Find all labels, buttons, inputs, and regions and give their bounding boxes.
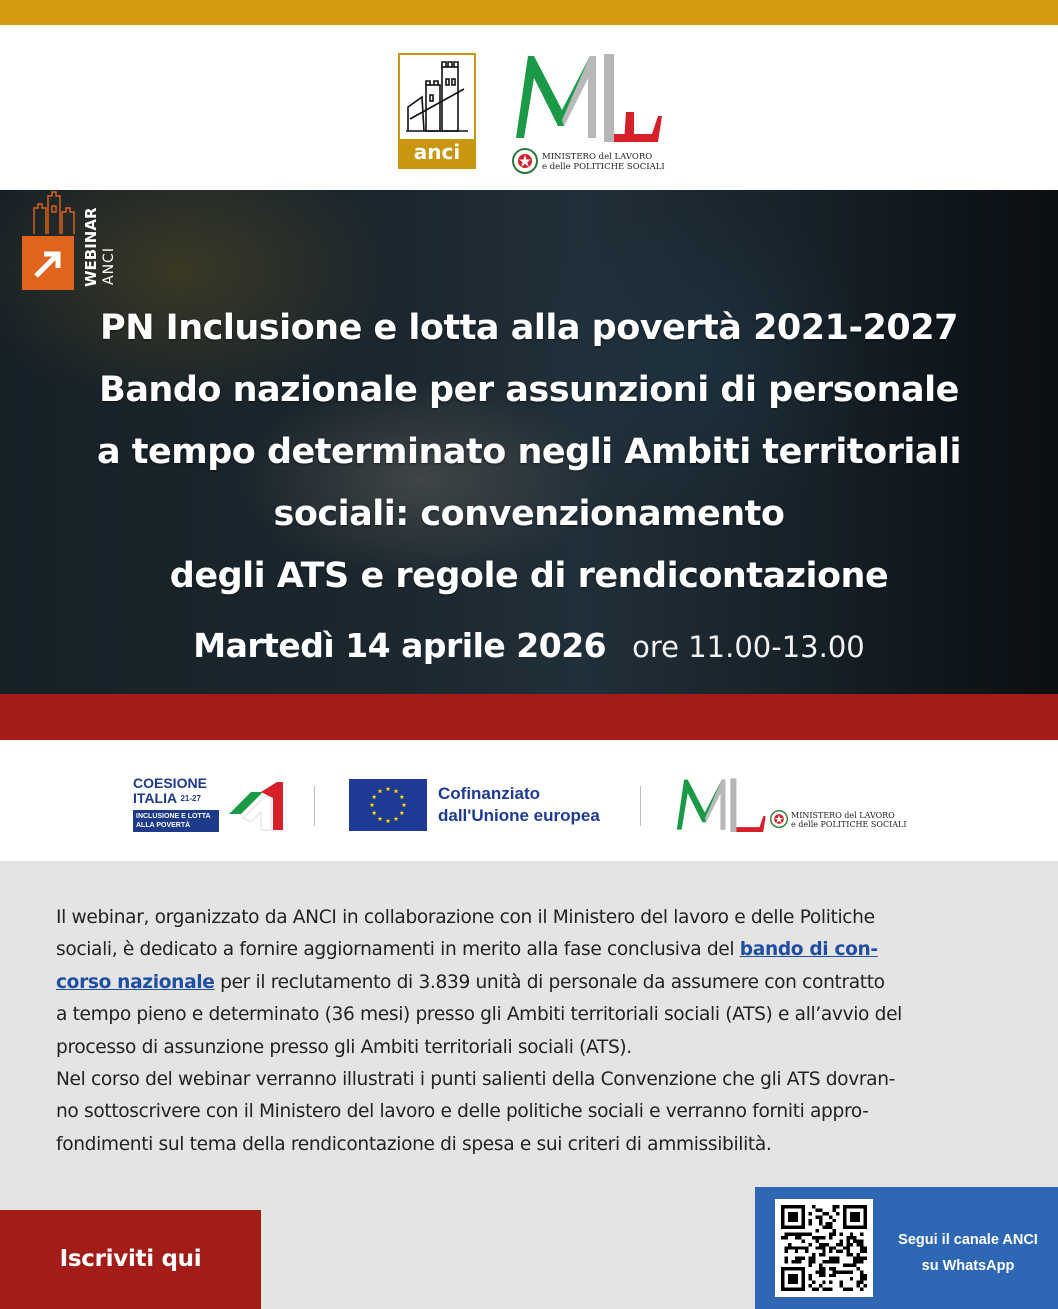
- description-line: fondimenti sul tema della rendicontazione di spesa e sui criteri di ammissibilità.: [56, 1133, 772, 1155]
- coesione-tag-line-1: INCLUSIONE E LOTTA: [136, 813, 211, 820]
- whatsapp-qr-code[interactable]: [775, 1199, 873, 1297]
- whatsapp-line-1: Segui il canale ANCI: [898, 1232, 1038, 1248]
- ministry-line-1: MINISTERO del LAVORO: [791, 811, 895, 820]
- event-datetime: [0, 626, 1058, 665]
- anci-towers-icon: [404, 59, 470, 139]
- description-line: no sottoscrivere con il Ministero del lavoro e delle politiche sociali e verranno forniti appro-: [56, 1101, 869, 1123]
- ministry-line-2: e delle POLITICHE SOCIALI: [542, 162, 665, 172]
- description-line: a tempo pieno e determinato (36 mesi) presso gli Ambiti territoriali sociali (ATS) e all’avvio del: [56, 1004, 902, 1026]
- coesione-title-line-2: ITALIA: [133, 790, 177, 806]
- description-line: Il webinar, organizzato da ANCI in collaborazione con il Ministero del lavoro e delle Politiche: [56, 907, 875, 928]
- title-line: a tempo determinato negli Ambiti territoriali: [96, 432, 962, 472]
- webinar-description: [56, 902, 1016, 1161]
- description-text: per il reclutamento di 3.839 unità di personale da assumere con contratto: [214, 971, 885, 993]
- eu-flag-icon: [349, 779, 427, 831]
- eu-cofinanced-text: [438, 783, 600, 827]
- webinar-anci-badge: [22, 190, 117, 290]
- description-line: [56, 967, 1016, 999]
- webinar-vertical-labels: [78, 190, 122, 290]
- event-date: Martedì 14 aprile 2026: [193, 626, 607, 665]
- bando-link[interactable]: bando di con-: [739, 939, 878, 961]
- whatsapp-line-2: su WhatsApp: [921, 1258, 1015, 1274]
- ministry-line-2: e delle POLITICHE SOCIALI: [791, 820, 907, 829]
- whatsapp-channel-text[interactable]: [883, 1227, 1053, 1279]
- title-line: degli ATS e regole di rendicontazione: [169, 556, 889, 596]
- ministry-name-small: [791, 811, 907, 829]
- qr-code-icon: [781, 1205, 867, 1291]
- whatsapp-channel-box[interactable]: [755, 1187, 1058, 1309]
- eu-line-2: dall'Unione europea: [438, 806, 600, 825]
- anci-logo: [398, 53, 476, 169]
- description-line: Nel corso del webinar verranno illustrati i punti salienti della Convenzione che gli ATS dovran-: [56, 1069, 895, 1091]
- ml-monogram-icon: [512, 50, 662, 142]
- red-divider-band: [0, 694, 1058, 740]
- webinar-castle-arrow-icon: [22, 190, 78, 290]
- italian-republic-emblem-icon: [512, 148, 538, 174]
- title-line: Bando nazionale per assunzioni di personale: [99, 370, 959, 410]
- title-line: sociali: convenzionamento: [273, 494, 785, 534]
- coesione-tag-line-2: ALLA POVERTÀ: [136, 822, 191, 829]
- coesione-program-tag: [133, 810, 219, 832]
- coesione-title-line-1: COESIONE: [133, 775, 207, 791]
- ministry-logo: [512, 50, 672, 180]
- anci-label: ANCI: [101, 247, 117, 285]
- ministry-name: [542, 152, 665, 172]
- eu-line-1: Cofinanziato: [438, 784, 540, 803]
- event-time: ore 11.00-13.00: [632, 630, 865, 664]
- anci-logo-text: anci: [400, 139, 474, 167]
- coesione-years: 21-27: [180, 794, 201, 803]
- description-text: sociali, è dedicato a fornire aggiornamenti in merito alla fase conclusiva del: [56, 939, 740, 961]
- ministry-line-1: MINISTERO del LAVORO: [542, 152, 653, 162]
- webinar-title: [20, 297, 1038, 607]
- partner-divider: [640, 786, 641, 826]
- title-line: PN Inclusione e lotta alla povertà 2021-2027: [100, 308, 958, 348]
- description-line: [56, 934, 1016, 966]
- partner-divider: [314, 786, 315, 826]
- description-line: processo di assunzione presso gli Ambiti territoriali sociali (ATS).: [56, 1036, 632, 1058]
- coesione-italia-logo: [133, 776, 285, 836]
- ml-monogram-icon: [674, 776, 766, 832]
- register-button[interactable]: Iscriviti qui: [0, 1210, 261, 1309]
- webinar-label: WEBINAR: [82, 207, 100, 287]
- top-accent-bar: [0, 0, 1058, 25]
- ministry-logo-small: [674, 776, 924, 836]
- bando-link-continued[interactable]: corso nazionale: [56, 971, 215, 993]
- italian-republic-emblem-icon: [770, 810, 788, 828]
- coesione-title: [133, 776, 207, 806]
- coesione-tricolor-arrow-icon: [225, 778, 285, 834]
- hero-banner: [0, 190, 1058, 694]
